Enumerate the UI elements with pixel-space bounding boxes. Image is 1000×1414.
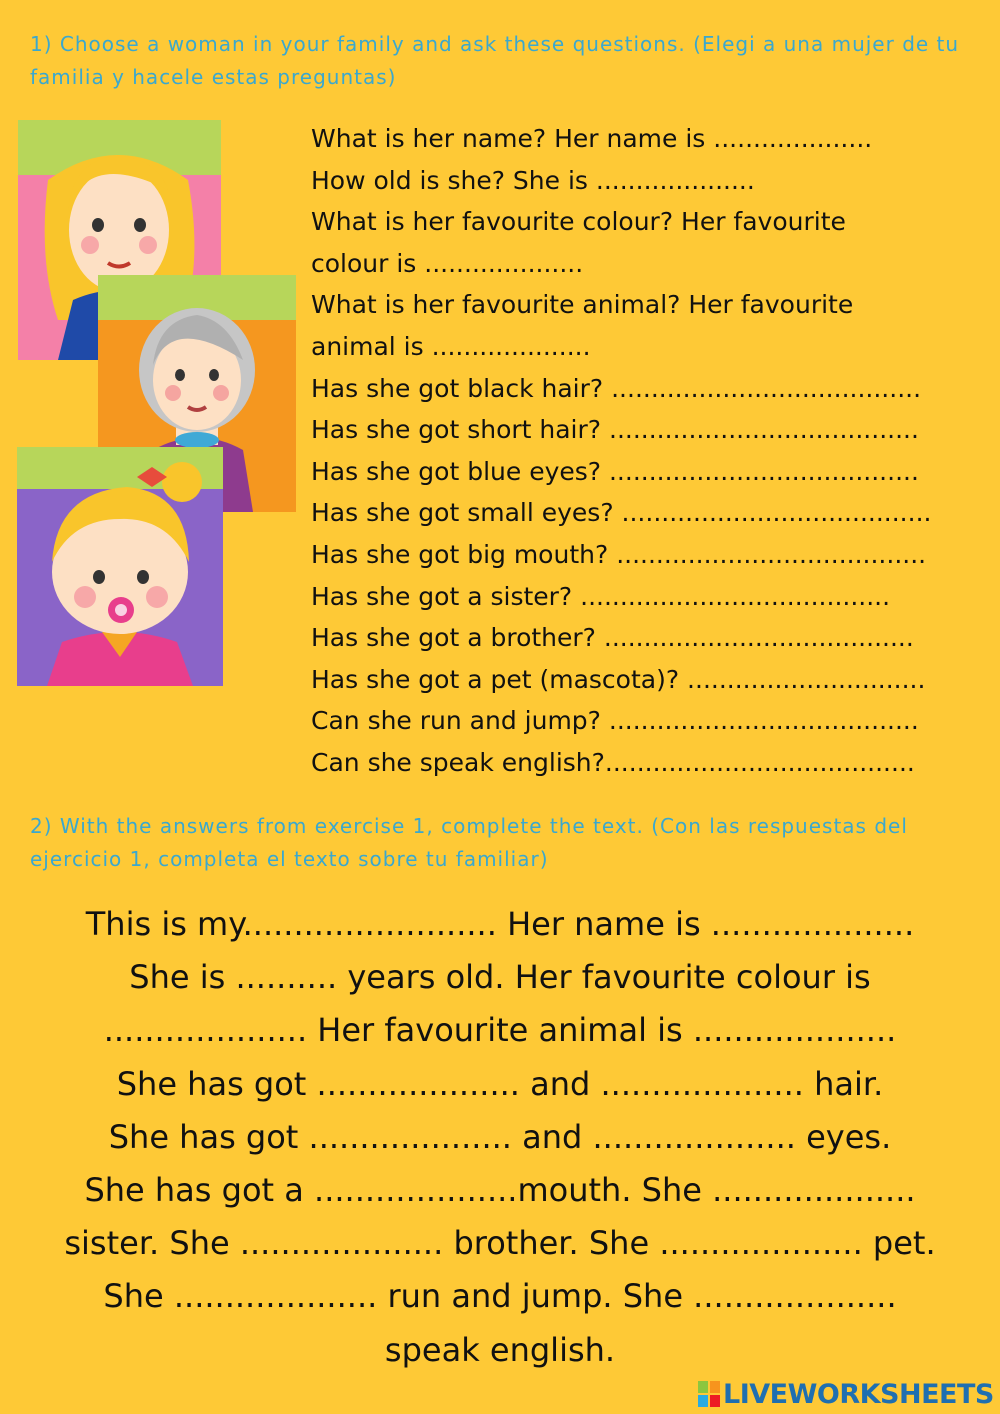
completion-line: She has got .................... and .................... hair.	[116, 1064, 884, 1103]
question-black-hair: Has she got black hair? .......................................	[311, 373, 922, 403]
exercise-2-instruction: 2) With the answers from exercise 1, complete the text. (Con las respuestas del ejercicio 1, completa el texto sobre tu familiar)	[30, 814, 908, 871]
exercise-1-instruction: 1) Choose a woman in your family and ask these questions. (Elegi a una mujer de tu familia y hacele estas preguntas)	[30, 32, 960, 89]
question-run-jump: Can she run and jump? .......................................	[311, 706, 919, 736]
completion-line: speak english.	[384, 1330, 616, 1369]
question-big-mouth: Has she got big mouth? .......................................	[311, 539, 927, 569]
completion-line: .................... Her favourite animal is ....................	[103, 1011, 897, 1050]
completion-line: She has got a ....................mouth. She ....................	[84, 1171, 916, 1210]
question-favourite-animal: What is her favourite animal? Her favourite animal is ....................	[311, 290, 854, 361]
question-sister: Has she got a sister? .......................................	[311, 581, 891, 611]
question-list	[311, 118, 986, 784]
liveworksheets-logo[interactable]	[698, 1378, 994, 1410]
completion-line: This is my......................... Her name is ....................	[85, 905, 915, 943]
logo-mark-icon	[698, 1379, 720, 1409]
completion-line: She .................... run and jump. She ....................	[103, 1277, 897, 1316]
question-small-eyes: Has she got small eyes? .......................................	[311, 498, 932, 528]
question-short-hair: Has she got short hair? .......................................	[311, 415, 919, 445]
baby-girl-illustration	[17, 447, 223, 686]
question-age: How old is she? She is ....................	[311, 165, 755, 195]
question-speak-english: Can she speak english?.......................................	[311, 747, 915, 777]
question-blue-eyes: Has she got blue eyes? .......................................	[311, 456, 919, 486]
baby-girl-icon	[17, 447, 223, 686]
completion-line: sister. She .................... brother. She .................... pet.	[64, 1224, 936, 1263]
question-name: What is her name? Her name is ....................	[311, 124, 873, 153]
completion-text	[30, 898, 970, 1377]
logo-text: LIVEWORKSHEETS	[723, 1378, 994, 1410]
completion-line: She has got .................... and .................... eyes.	[108, 1117, 892, 1156]
question-pet: Has she got a pet (mascota)? ..............................	[311, 664, 926, 694]
completion-line: She is .......... years old. Her favourite colour is	[129, 958, 871, 997]
question-favourite-colour: What is her favourite colour? Her favourite colour is ....................	[311, 207, 846, 278]
question-brother: Has she got a brother? .......................................	[311, 623, 914, 653]
